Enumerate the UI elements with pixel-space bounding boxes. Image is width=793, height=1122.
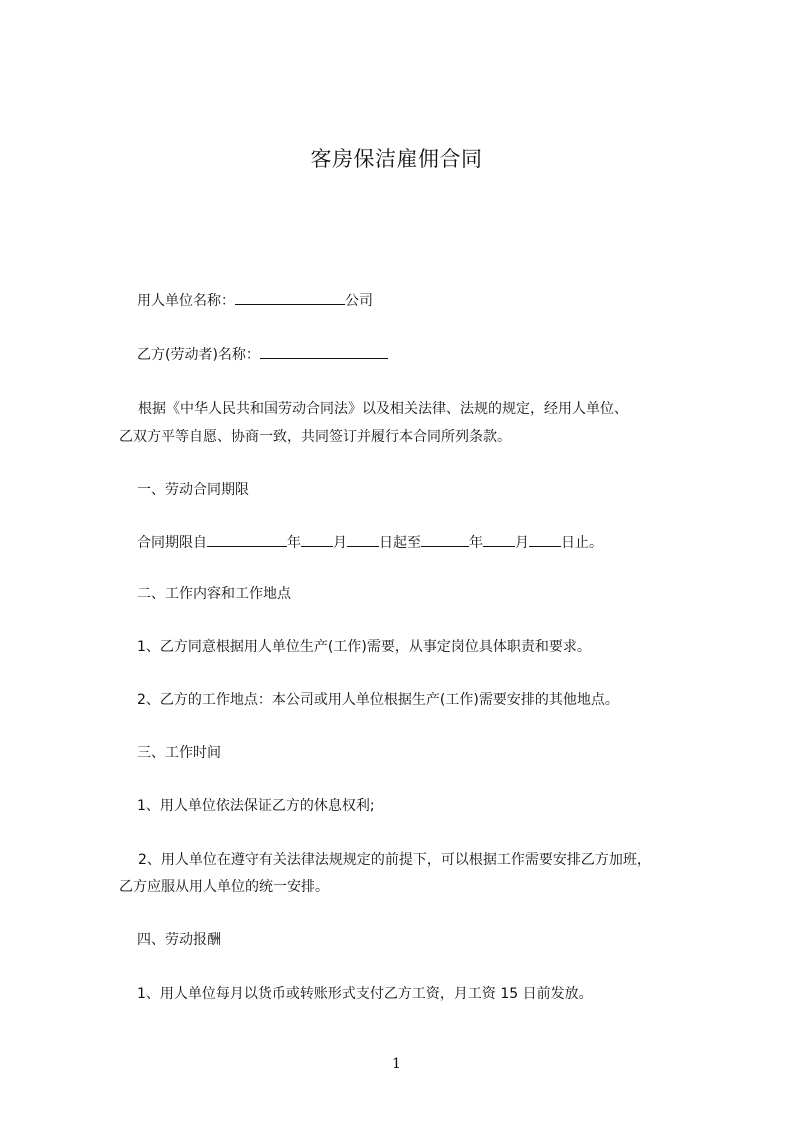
section-1-heading: 一、劳动合同期限 [137, 482, 249, 498]
document-title: 客房保洁雇佣合同 [310, 147, 483, 171]
term-year-2: 年 [469, 535, 483, 551]
start-month-blank [301, 532, 333, 547]
employer-suffix: 公司 [345, 293, 373, 309]
term-month-2: 月 [515, 535, 529, 551]
employee-name-line [137, 344, 388, 365]
employer-label: 用人单位名称： [137, 293, 235, 309]
end-month-blank [483, 532, 515, 547]
term-day-from: 日起至 [379, 535, 421, 551]
page-number: 1 [392, 1056, 401, 1072]
term-day-end: 日止。 [561, 535, 603, 551]
section-3-item-2-line-1: 2、用人单位在遵守有关法律法规规定的前提下，可以根据工作需要安排乙方加班， [138, 852, 651, 868]
section-2-item-1: 1、乙方同意根据用人单位生产(工作)需要，从事定岗位具体职责和要求。 [137, 639, 591, 655]
section-4-item-1: 1、用人单位每月以货币或转账形式支付乙方工资，月工资 15 日前发放。 [137, 986, 593, 1002]
preamble-line-2: 乙双方平等自愿、协商一致，共同签订并履行本合同所列条款。 [119, 429, 511, 445]
section-4-heading: 四、劳动报酬 [137, 932, 221, 948]
term-prefix: 合同期限自 [137, 535, 207, 551]
section-3-item-1: 1、用人单位依法保证乙方的休息权利; [137, 798, 375, 814]
employee-name-blank [260, 344, 388, 359]
employer-name-line [137, 290, 373, 311]
employer-name-blank [235, 290, 345, 305]
end-day-blank [529, 532, 561, 547]
section-2-item-2: 2、乙方的工作地点：本公司或用人单位根据生产(工作)需要安排的其他地点。 [137, 692, 619, 708]
term-month: 月 [333, 535, 347, 551]
start-year-blank [207, 532, 287, 547]
end-year-blank [421, 532, 469, 547]
contract-term-line [137, 532, 603, 553]
section-2-heading: 二、工作内容和工作地点 [137, 586, 291, 602]
employee-label: 乙方(劳动者)名称： [137, 347, 260, 363]
preamble-line-1: 根据《中华人民共和国劳动合同法》以及相关法律、法规的规定，经用人单位、 [138, 401, 628, 417]
section-3-item-2-line-2: 乙方应服从用人单位的统一安排。 [119, 879, 329, 895]
start-day-blank [347, 532, 379, 547]
term-year: 年 [287, 535, 301, 551]
section-3-heading: 三、工作时间 [137, 745, 221, 761]
